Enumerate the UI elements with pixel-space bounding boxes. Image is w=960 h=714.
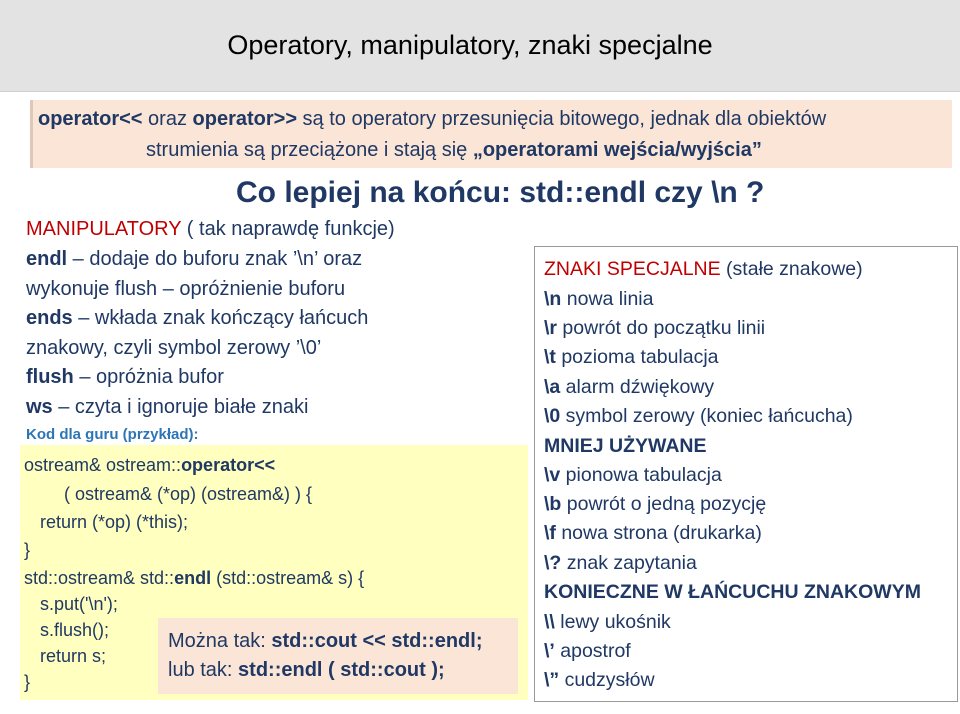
escape-code: \r	[544, 317, 558, 339]
code-line: return (*op) (*this);	[40, 512, 189, 532]
escape-desc: nowa linia	[561, 288, 654, 310]
escape-desc: apostrof	[554, 640, 631, 662]
special-chars-label: ZNAKI SPECJALNE	[544, 258, 721, 280]
escape-desc: nowa strona (drukarka)	[555, 522, 762, 544]
escape-desc: znak zapytania	[561, 552, 697, 574]
note-text: lub tak:	[168, 659, 239, 681]
manipulators-note: ( tak naprawdę funkcje)	[181, 218, 395, 240]
code-text: std::ostream& std::	[24, 568, 175, 588]
code-line: s.flush();	[40, 620, 110, 640]
intro-text: oraz	[142, 108, 193, 130]
intro-line-1	[38, 108, 826, 131]
intro-text: strumienia są przeciążone i stają się	[146, 139, 473, 161]
escape-desc: lewy ukośnik	[554, 611, 671, 633]
code-keyword: endl	[174, 568, 212, 588]
escape-desc: symbol zerowy (koniec łańcucha)	[560, 405, 853, 427]
ends-line-2: znakowy, czyli symbol zerowy ’\0’	[26, 337, 322, 359]
flush-keyword: flush	[26, 366, 74, 388]
code-line: }	[24, 540, 31, 560]
special-char-item	[544, 405, 853, 428]
special-char-item	[544, 493, 766, 516]
usage-note-line-2	[168, 659, 445, 682]
code-line: ( ostream& (*op) (ostream&) ) {	[64, 484, 313, 504]
manipulators-label: MANIPULATORY	[26, 218, 182, 240]
endl-desc: – dodaje do buforu znak ’\n’ oraz	[67, 248, 363, 270]
escape-code: \”	[544, 669, 560, 691]
note-text: Można tak:	[168, 630, 272, 652]
intro-text: są to operatory przesunięcia bitowego, jednak dla obiektów	[297, 108, 827, 130]
escape-code: \\	[544, 611, 555, 633]
flush-desc: – opróżnia bufor	[73, 366, 224, 388]
escape-code: \n	[544, 288, 562, 310]
flush-line	[26, 366, 224, 389]
slide-title: Operatory, manipulatory, znaki specjalne	[227, 30, 713, 60]
special-char-item	[544, 376, 714, 399]
operator-shift-left: operator<<	[38, 108, 143, 130]
escape-code: \f	[544, 522, 556, 544]
endl-keyword: endl	[26, 248, 68, 270]
endl-line	[26, 248, 362, 271]
escape-code: \a	[544, 376, 561, 398]
ws-desc: – czyta i ignoruje białe znaki	[52, 396, 309, 418]
code-line	[24, 568, 364, 589]
special-char-item	[544, 669, 655, 692]
special-char-item	[544, 552, 697, 575]
special-char-item	[544, 522, 762, 545]
required-heading: KONIECZNE W ŁAŃCUCHU ZNAKOWYM	[544, 581, 921, 603]
ends-keyword: ends	[26, 307, 73, 329]
escape-desc: powrót do początku linii	[557, 317, 766, 339]
intro-line-2	[146, 139, 762, 162]
guru-label: Kod dla guru (przykład):	[26, 426, 199, 443]
ws-line	[26, 396, 308, 419]
escape-desc: cudzysłów	[559, 669, 655, 691]
code-line: }	[24, 672, 31, 692]
code-text: (std::ostream& s) {	[211, 568, 365, 588]
code-line: s.put('\n');	[40, 594, 118, 614]
special-char-item	[544, 317, 765, 340]
ws-keyword: ws	[26, 396, 53, 418]
escape-code: \b	[544, 493, 562, 515]
code-keyword: operator<<	[181, 455, 276, 475]
operator-shift-right: operator>>	[192, 108, 297, 130]
ends-desc: – wkłada znak kończący łańcuch	[72, 307, 369, 329]
special-chars-note: (stałe znakowe)	[720, 258, 863, 280]
special-char-item	[544, 464, 722, 487]
note-code: std::endl ( std::cout );	[238, 659, 445, 681]
escape-code: \?	[544, 552, 562, 574]
escape-code: \v	[544, 464, 561, 486]
special-char-item	[544, 346, 719, 369]
escape-code: \0	[544, 405, 561, 427]
escape-desc: pionowa tabulacja	[560, 464, 722, 486]
note-code: std::cout << std::endl;	[271, 630, 483, 652]
escape-desc: powrót o jedną pozycję	[561, 493, 767, 515]
escape-code: \’	[544, 640, 555, 662]
endl-line-2: wykonuje flush – opróżnienie buforu	[26, 278, 346, 300]
special-char-item	[544, 288, 653, 311]
escape-desc: alarm dźwiękowy	[560, 376, 715, 398]
code-text: ostream& ostream::	[24, 455, 182, 475]
escape-desc: pozioma tabulacja	[555, 346, 719, 368]
usage-note-line-1	[168, 630, 483, 653]
ends-line	[26, 307, 368, 330]
special-char-item	[544, 640, 631, 663]
special-chars-title	[544, 258, 863, 281]
special-char-item	[544, 611, 671, 634]
section-heading: Co lepiej na końcu: std::endl czy \n ?	[236, 176, 765, 209]
less-used-heading: MNIEJ UŻYWANE	[544, 435, 707, 457]
manipulators-title	[26, 218, 395, 241]
code-line: return s;	[40, 646, 107, 666]
code-line	[24, 455, 275, 476]
escape-code: \t	[544, 346, 556, 368]
io-operators-term: „operatorami wejścia/wyjścia”	[472, 139, 762, 161]
